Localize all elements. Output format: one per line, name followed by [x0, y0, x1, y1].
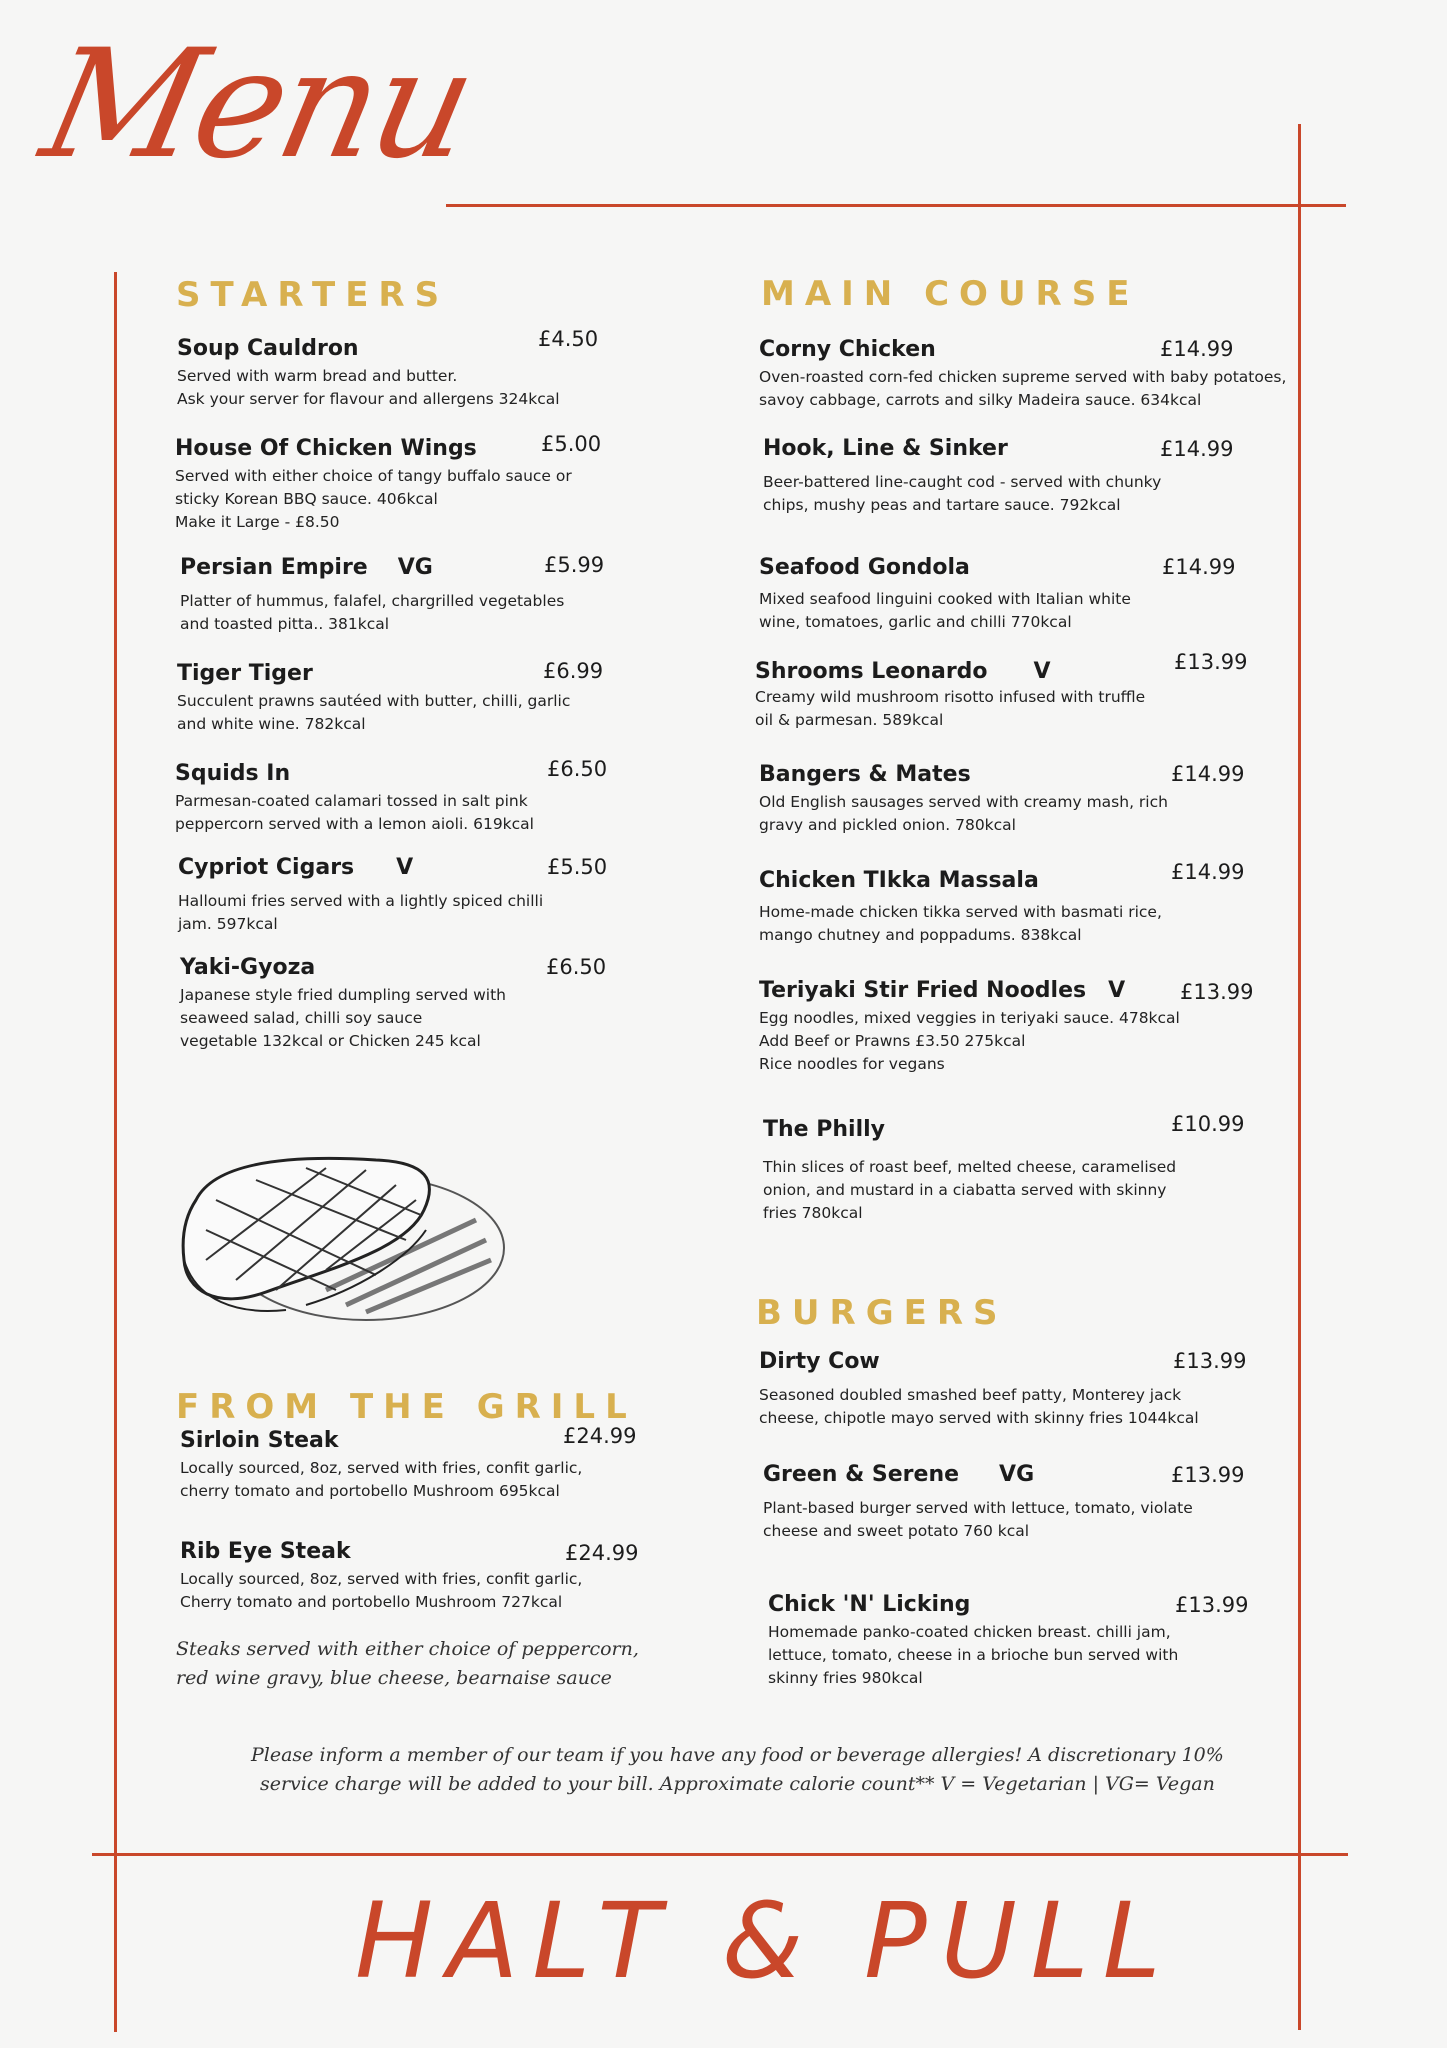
item-price: £13.99 — [1171, 1463, 1245, 1487]
item-price: £14.99 — [1160, 437, 1234, 461]
item-name: Tiger Tiger — [177, 661, 313, 686]
item-description: Parmesan-coated calamari tossed in salt pink peppercorn served with a lemon aioli. 619kcal — [175, 792, 534, 833]
item-price: £13.99 — [1173, 1349, 1247, 1373]
vegan-tag: VG — [397, 555, 433, 580]
item-price: £5.00 — [541, 432, 602, 456]
menu-item — [180, 555, 564, 636]
vegetarian-tag: V — [1033, 659, 1051, 684]
menu-item — [177, 336, 560, 411]
item-price: £24.99 — [563, 1424, 637, 1448]
item-price: £14.99 — [1160, 337, 1234, 361]
item-price: £24.99 — [565, 1541, 639, 1565]
item-name: Rib Eye Steak — [180, 1539, 351, 1564]
item-price: £5.99 — [544, 553, 605, 577]
item-description: Oven-roasted corn-fed chicken supreme served with baby potatoes, savoy cabbage, carrots and silky Madeira sauce. 634kcal — [759, 368, 1287, 409]
main-course-heading: MAIN COURSE — [761, 274, 1140, 314]
menu-item — [759, 1349, 1199, 1430]
item-name: Dirty Cow — [759, 1349, 880, 1374]
menu-item — [759, 978, 1180, 1076]
item-price: £14.99 — [1171, 860, 1245, 884]
menu-item — [763, 1462, 1193, 1543]
item-description: Seasoned doubled smashed beef patty, Monterey jack cheese, chipotle mayo served with skinny fries 1044kcal — [759, 1386, 1199, 1427]
item-description: Old English sausages served with creamy mash, rich gravy and pickled onion. 780kcal — [759, 793, 1168, 834]
item-description: Locally sourced, 8oz, served with fries, confit garlic, Cherry tomato and portobello Mushroom 727kcal — [180, 1570, 583, 1611]
item-name: Teriyaki Stir Fried Noodles V — [759, 978, 1126, 1003]
frame-top-line — [446, 204, 1346, 207]
item-description: Thin slices of roast beef, melted cheese, caramelised onion, and mustard in a ciabatta served with skinny fries 780kcal — [763, 1158, 1177, 1222]
item-name: Persian Empire VG — [180, 555, 433, 580]
item-name: Sirloin Steak — [180, 1428, 339, 1453]
item-description: Succulent prawns sautéed with butter, chilli, garlic and white wine. 782kcal — [177, 692, 571, 733]
item-name: Cypriot Cigars V — [178, 855, 414, 880]
item-name: Chick 'N' Licking — [768, 1592, 971, 1617]
item-name: House Of Chicken Wings — [175, 436, 477, 461]
allergy-notice: Please inform a member of our team if you have any food or beverage allergies! A discretionary 10% service charge will be added to your bill. Approximate calorie count** V = Vegetarian | VG= Vegan — [251, 1744, 1224, 1795]
vegetarian-tag: V — [1108, 978, 1126, 1003]
item-price: £13.99 — [1180, 980, 1254, 1004]
item-description: Served with warm bread and butter. Ask your server for flavour and allergens 324kcal — [177, 367, 560, 408]
menu-item — [177, 661, 570, 736]
item-name: Bangers & Mates — [759, 762, 971, 787]
item-description: Mixed seafood linguini cooked with Italian white wine, tomatoes, garlic and chilli 770kcal — [759, 590, 1131, 631]
menu-title: Menu — [29, 18, 487, 192]
item-price: £4.50 — [538, 327, 599, 351]
item-price: £6.50 — [547, 757, 608, 781]
item-name: Green & Serene VG — [763, 1462, 1035, 1487]
menu-item — [759, 868, 1162, 947]
item-name: Yaki-Gyoza — [180, 955, 316, 980]
item-name: Soup Cauldron — [177, 336, 359, 361]
item-name: Seafood Gondola — [759, 555, 970, 580]
item-name: Hook, Line & Sinker — [763, 436, 1008, 461]
item-name: Shrooms Leonardo V — [755, 659, 1051, 684]
burgers-heading: BURGERS — [756, 1293, 1008, 1333]
menu-item — [759, 762, 1168, 837]
menu-item — [180, 1539, 582, 1614]
item-description: Home-made chicken tikka served with basmati rice, mango chutney and poppadums. 838kcal — [759, 903, 1162, 944]
vegetarian-tag: V — [396, 855, 414, 880]
brand-name: HALT & PULL — [355, 1880, 1175, 2002]
steak-sauce-note: Steaks served with either choice of peppercorn, red wine gravy, blue cheese, bearnaise sauce — [176, 1638, 639, 1689]
item-price: £6.99 — [543, 659, 604, 683]
steak-illustration — [176, 1140, 506, 1340]
item-name: Corny Chicken — [759, 337, 936, 362]
item-name: Squids In — [175, 761, 291, 786]
frame-right-line — [1298, 124, 1301, 2030]
item-price: £14.99 — [1171, 762, 1245, 786]
item-description: Locally sourced, 8oz, served with fries, confit garlic, cherry tomato and portobello Mushroom 695kcal — [180, 1459, 583, 1500]
item-description: Halloumi fries served with a lightly spiced chilli jam. 597kcal — [178, 892, 544, 933]
item-description: Japanese style fried dumpling served with seaweed salad, chilli soy sauce vegetable 132kcal or Chicken 245 kcal — [180, 986, 506, 1050]
item-price: £5.50 — [547, 855, 608, 879]
item-description: Creamy wild mushroom risotto infused with truffle oil & parmesan. 589kcal — [755, 688, 1146, 729]
item-description: Plant-based burger served with lettuce, tomato, violate cheese and sweet potato 760 kcal — [763, 1499, 1193, 1540]
menu-item — [175, 761, 534, 836]
menu-item — [755, 659, 1145, 732]
menu-item — [178, 855, 543, 936]
item-price: £14.99 — [1162, 555, 1236, 579]
item-name: The Philly — [763, 1117, 885, 1142]
item-description: Platter of hummus, falafel, chargrilled vegetables and toasted pitta.. 381kcal — [180, 592, 565, 633]
item-description: Beer-battered line-caught cod - served with chunky chips, mushy peas and tartare sauce. 792kcal — [763, 473, 1162, 514]
vegan-tag: VG — [999, 1462, 1035, 1487]
menu-item — [763, 436, 1161, 517]
frame-bottom-line — [92, 1853, 1348, 1856]
item-description: Egg noodles, mixed veggies in teriyaki sauce. 478kcal Add Beef or Prawns £3.50 275kcal Rice noodles for vegans — [759, 1009, 1180, 1073]
item-price: £13.99 — [1175, 1593, 1249, 1617]
item-price: £6.50 — [546, 955, 607, 979]
menu-item — [759, 555, 1131, 634]
menu-item — [763, 1117, 1176, 1225]
menu-item — [180, 1428, 582, 1503]
menu-item — [768, 1592, 1178, 1690]
item-price: £13.99 — [1174, 650, 1248, 674]
grill-heading: FROM THE GRILL — [176, 1387, 637, 1427]
frame-left-line — [114, 272, 117, 2032]
item-description: Served with either choice of tangy buffalo sauce or sticky Korean BBQ sauce. 406kcal Make it Large - £8.50 — [175, 467, 572, 531]
menu-item — [180, 955, 506, 1053]
starters-heading: STARTERS — [176, 275, 450, 315]
menu-item — [175, 436, 572, 534]
item-price: £10.99 — [1171, 1112, 1245, 1136]
item-description: Homemade panko-coated chicken breast. chilli jam, lettuce, tomato, cheese in a brioche bun served with skinny fries 980kcal — [768, 1623, 1179, 1687]
item-name: Chicken TIkka Massala — [759, 868, 1039, 893]
